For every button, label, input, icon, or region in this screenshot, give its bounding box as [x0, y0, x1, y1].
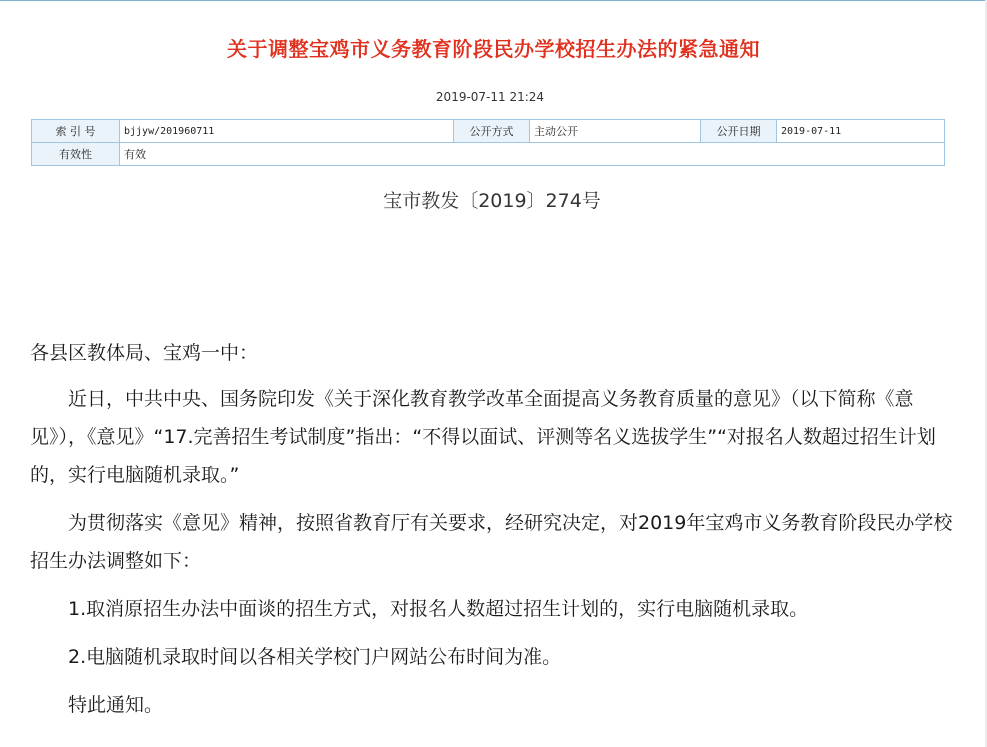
- metadata-row: [32, 143, 945, 166]
- open-date-label: 公开日期: [701, 120, 777, 143]
- salutation: 各县区教体局、宝鸡一中：: [30, 342, 259, 364]
- page-top-border: [0, 0, 987, 5]
- list-item: 2.电脑随机录取时间以各相关学校门户网站公布时间为准。: [68, 646, 562, 668]
- validity-label: 有效性: [32, 143, 120, 166]
- notice-body: [30, 334, 960, 724]
- paragraph-background: 近日，中共中央、国务院印发《关于深化教育教学改革全面提高义务教育质量的意见》（以下简称《意见》），《意见》“17.完善招生考试制度”指出：“不得以面试、评测等名义选拔学生”“对报名人数超过招生计划的，实行电脑随机录取。”: [30, 388, 936, 486]
- open-method-value: 主动公开: [530, 120, 701, 143]
- index-number-value: bjjyw/201960711: [120, 120, 454, 143]
- metadata-table: [31, 119, 945, 166]
- document-number: 宝市教发〔2019〕274号: [383, 190, 601, 212]
- open-date-value: 2019-07-11: [777, 120, 945, 143]
- publish-date: 2019-07-11 21:24: [435, 90, 545, 104]
- open-method-label: 公开方式: [454, 120, 530, 143]
- closing-text: 特此通知。: [68, 694, 164, 716]
- notice-title: 关于调整宝鸡市义务教育阶段民办学校招生办法的紧急通知: [227, 37, 760, 61]
- validity-value: 有效: [120, 143, 945, 166]
- paragraph-decision: 为贯彻落实《意见》精神，按照省教育厅有关要求，经研究决定，对2019年宝鸡市义务教育阶段民办学校招生办法调整如下：: [30, 512, 953, 572]
- list-item: 1.取消原招生办法中面谈的招生方式，对报名人数超过招生计划的，实行电脑随机录取。: [68, 598, 809, 620]
- metadata-row: [32, 120, 945, 143]
- index-number-label: 索 引 号: [32, 120, 120, 143]
